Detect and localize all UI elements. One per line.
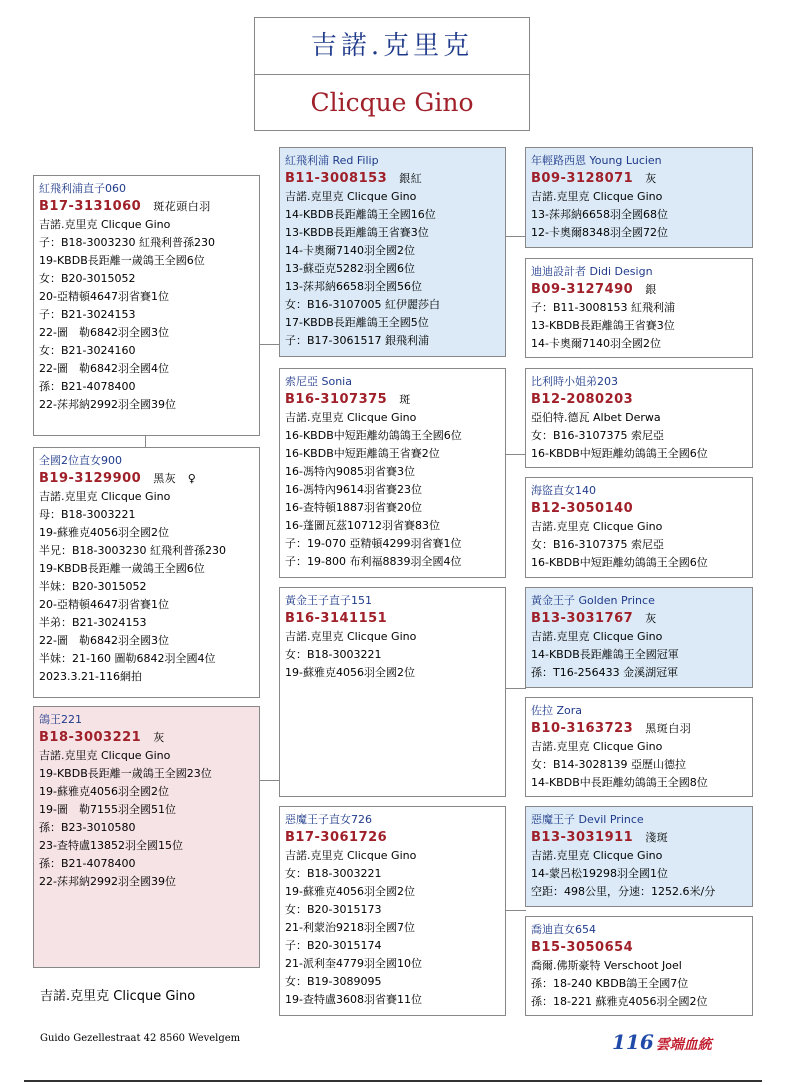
card-line: 孫：T16-256433 金溪湖冠軍 [531, 666, 679, 679]
title-english: Clicque Gino [310, 88, 474, 117]
subject-dd-connector [259, 780, 280, 781]
card-header: 全國2位直女900 [39, 454, 122, 467]
card-line: 22-莯邦納2992羽全國39位 [39, 875, 176, 888]
card-line: 17-KBDB長距離鴿王全國5位 [285, 316, 429, 329]
card-line: 吉諾.克里克 Clicque Gino [531, 849, 663, 862]
card-line: 19-蘇雅克4056羽全國2位 [285, 885, 415, 898]
card-line: 孫：18-221 蘇雅克4056羽全國2位 [531, 995, 708, 1008]
card-line: 女：B16-3107375 索尼亞 [531, 538, 664, 551]
card-line: 吉諾.克里克 Clicque Gino [39, 218, 171, 231]
pedigree-card-sdd [525, 477, 753, 578]
card-line: 女：B20-3015173 [285, 903, 382, 916]
feather-color: 黑灰 ♀ [153, 472, 197, 485]
pedigree-card-sds [525, 368, 753, 468]
card-line: 20-亞精頓4647羽省賽1位 [39, 290, 169, 303]
card-line: 21-派利奎4779羽全國10位 [285, 957, 422, 970]
card-line: 子：B20-3015174 [285, 939, 382, 952]
card-line: 子：B17-3061517 銀飛利浦 [285, 334, 429, 347]
ring-number: B17-3061726 [285, 830, 388, 845]
card-line: 16-KBDB中短距離鴿王省賽2位 [285, 447, 440, 460]
ds-dsd-connector [505, 688, 526, 689]
sire-ss-connector [259, 344, 280, 345]
ring-number: B12-2080203 [531, 392, 634, 407]
ss-sss-connector [505, 236, 526, 237]
card-line: 19-KBDB長距離一歲鴿王全國23位 [39, 767, 212, 780]
card-line: 吉諾.克里克 Clicque Gino [531, 520, 663, 533]
card-line: 22-圖 勒6842羽全國3位 [39, 326, 169, 339]
owner-address: Guido Gezellestraat 42 8560 Wevelgem [40, 1033, 241, 1044]
card-line: 吉諾.克里克 Clicque Gino [285, 849, 417, 862]
ring-number: B17-3131060 [39, 199, 142, 214]
card-line: 13-KBDB長距離鴿王省賽3位 [531, 319, 675, 332]
feather-color: 灰 [645, 172, 657, 185]
card-line: 女：B20-3015052 [39, 272, 136, 285]
card-line: 子：19-800 布利福8839羽全國4位 [285, 555, 462, 568]
card-line: 19-蘇雅克4056羽全國2位 [285, 666, 415, 679]
card-header: 鴿王221 [39, 713, 82, 726]
pedigree-card-ddd [525, 916, 753, 1016]
dd-ddd-connector [505, 910, 526, 911]
pedigree-card-dds [525, 806, 753, 907]
card-line: 19-KBDB長距離一歲鴿王全國6位 [39, 562, 205, 575]
card-line: 13-莯邦納6658羽全國56位 [285, 280, 422, 293]
card-line: 19-KBDB長距離一歲鴿王全國6位 [39, 254, 205, 267]
card-header: 索尼亞 Sonia [285, 375, 352, 388]
card-line: 女：B16-3107375 索尼亞 [531, 429, 664, 442]
logo-number: 116 [612, 1030, 654, 1054]
card-line: 喬爾.佛斯豪特 Verschoot Joel [531, 959, 682, 972]
ring-number: B16-3141151 [285, 611, 388, 626]
sd-sds-connector [505, 454, 526, 455]
card-line: 女：B18-3003221 [285, 867, 382, 880]
card-line: 13-蘇亞克5282羽全國6位 [285, 262, 415, 275]
card-line: 吉諾.克里克 Clicque Gino [39, 749, 171, 762]
feather-color: 銀紅 [399, 172, 423, 185]
bottom-divider [24, 1080, 762, 1082]
card-line: 女：B16-3107005 紅伊麗莎白 [285, 298, 440, 311]
card-line: 22-圖 勒6842羽全國4位 [39, 362, 169, 375]
card-line: 16-馮特內9085羽省賽3位 [285, 465, 415, 478]
card-line: 吉諾.克里克 Clicque Gino [285, 411, 417, 424]
card-line: 子：B21-3024153 [39, 308, 136, 321]
card-line: 女：B14-3028139 亞歷山德拉 [531, 758, 686, 771]
card-header: 黃金王子 Golden Prince [531, 594, 655, 607]
card-line: 吉諾.克里克 Clicque Gino [285, 190, 417, 203]
card-line: 吉諾.克里克 Clicque Gino [285, 630, 417, 643]
card-line: 16-蓬圖瓦茲10712羽省賽83位 [285, 519, 440, 532]
card-line: 女：B19-3089095 [285, 975, 382, 988]
card-line: 16-馮特內9614羽省賽23位 [285, 483, 422, 496]
card-line: 半兄：B18-3003230 紅飛利普孫230 [39, 544, 226, 557]
feather-color: 黑斑白羽 [645, 722, 692, 735]
feather-color: 灰 [645, 612, 657, 625]
card-line: 14-KBDB中長距離幼鴿鴿王全國8位 [531, 776, 708, 789]
card-header: 佐拉 Zora [531, 704, 583, 717]
card-header: 紅飛利浦直子060 [39, 182, 126, 195]
card-line: 19-蘇雅克4056羽全國2位 [39, 785, 169, 798]
ring-number: B13-3031911 [531, 830, 634, 845]
card-header: 惡魔王子 Devil Prince [531, 813, 644, 826]
ring-number: B12-3050140 [531, 501, 634, 516]
card-header: 黃金王子直子151 [285, 594, 372, 607]
card-line: 14-蒙呂松19298羽全國1位 [531, 867, 668, 880]
brand-logo [612, 1030, 712, 1054]
card-line: 亞伯特.德瓦 Albet Derwa [531, 411, 661, 424]
card-line: 12-卡奧爾8348羽全國72位 [531, 226, 668, 239]
card-header: 惡魔王子直女726 [285, 813, 372, 826]
feather-color: 斑花頭白羽 [153, 200, 211, 213]
card-line: 孫：B23-3010580 [39, 821, 136, 834]
ring-number: B18-3003221 [39, 730, 142, 745]
card-line: 吉諾.克里克 Clicque Gino [531, 190, 663, 203]
owner-name: 吉諾.克里克 Clicque Gino [40, 989, 196, 1004]
card-line: 13-莯邦納6658羽全國68位 [531, 208, 668, 221]
card-line: 14-卡奧爾7140羽全國2位 [531, 337, 661, 350]
feather-color: 銀 [645, 283, 657, 296]
ring-number: B09-3127490 [531, 282, 634, 297]
sire-dam-connector [145, 435, 146, 447]
card-line: 16-KBDB中短距離幼鴿鴿王全國6位 [285, 429, 462, 442]
card-header: 紅飛利浦 Red Filip [285, 154, 379, 167]
card-line: 14-KBDB長距離鴿王全國冠軍 [531, 648, 679, 661]
card-line: 20-亞精頓4647羽省賽1位 [39, 598, 169, 611]
pedigree-card-dam-dam [279, 806, 506, 1016]
pedigree-title-box [254, 17, 530, 131]
pedigree-card-dam-sire [279, 587, 506, 797]
card-line: 2023.3.21-116網拍 [39, 670, 142, 683]
card-line: 吉諾.克里克 Clicque Gino [531, 630, 663, 643]
card-line: 23-查特盧13852羽全國15位 [39, 839, 183, 852]
feather-color: 灰 [153, 731, 165, 744]
card-header: 年輕路西恩 Young Lucien [531, 154, 662, 167]
title-chinese: 吉諾.克里克 [255, 18, 529, 75]
pedigree-card-dam [33, 447, 260, 698]
card-line: 吉諾.克里克 Clicque Gino [531, 740, 663, 753]
pedigree-card-sire-sire [279, 147, 506, 357]
pedigree-card-sire [33, 175, 260, 436]
card-line: 14-KBDB長距離鴿王全國16位 [285, 208, 436, 221]
card-line: 22-莯邦納2992羽全國39位 [39, 398, 176, 411]
pedigree-card-dsd [525, 697, 753, 797]
card-line: 孫：B21-4078400 [39, 857, 136, 870]
ring-number: B16-3107375 [285, 392, 388, 407]
card-line: 吉諾.克里克 Clicque Gino [39, 490, 171, 503]
card-line: 19-圖 勒7155羽全國51位 [39, 803, 176, 816]
card-line: 16-KBDB中短距離幼鴿鴿王全國6位 [531, 447, 708, 460]
logo-text: 雲端血統 [655, 1037, 712, 1053]
card-line: 女：B21-3024160 [39, 344, 136, 357]
feather-color: 淺斑 [645, 831, 669, 844]
card-header: 比利時小姐弟203 [531, 375, 618, 388]
card-line: 22-圖 勒6842羽全國3位 [39, 634, 169, 647]
card-line: 19-查特盧3608羽省賽11位 [285, 993, 422, 1006]
card-line: 孫：B21-4078400 [39, 380, 136, 393]
pedigree-card-ssd [525, 258, 753, 358]
card-line: 母：B18-3003221 [39, 508, 136, 521]
card-line: 21-利蒙治9218羽全國7位 [285, 921, 415, 934]
card-line: 孫：18-240 KBDB鴿王全國7位 [531, 977, 689, 990]
pedigree-card-subject [33, 706, 260, 968]
card-line: 13-KBDB長距離鴿王省賽3位 [285, 226, 429, 239]
ring-number: B19-3129900 [39, 471, 142, 486]
card-line: 子：B18-3003230 紅飛利普孫230 [39, 236, 215, 249]
pedigree-card-sss [525, 147, 753, 248]
pedigree-card-dss [525, 587, 753, 688]
ring-number: B15-3050654 [531, 940, 634, 955]
card-header: 迪迪設計者 Didi Design [531, 265, 653, 278]
card-line: 14-卡奧爾7140羽全國2位 [285, 244, 415, 257]
ring-number: B10-3163723 [531, 721, 634, 736]
card-line: 子：B11-3008153 紅飛利浦 [531, 301, 675, 314]
card-header: 海盜直女140 [531, 484, 596, 497]
card-line: 16-查特頓1887羽省賽20位 [285, 501, 422, 514]
card-line: 女：B18-3003221 [285, 648, 382, 661]
card-line: 16-KBDB中短距離幼鴿鴿王全國6位 [531, 556, 708, 569]
ring-number: B11-3008153 [285, 171, 388, 186]
ring-number: B09-3128071 [531, 171, 634, 186]
feather-color: 斑 [399, 393, 411, 406]
pedigree-card-sire-dam [279, 368, 506, 578]
card-line: 19-蘇雅克4056羽全國2位 [39, 526, 169, 539]
card-line: 子：19-070 亞精頓4299羽省賽1位 [285, 537, 462, 550]
card-line: 半妹：21-160 圖勒6842羽全國4位 [39, 652, 216, 665]
card-header: 喬迪直女654 [531, 923, 596, 936]
card-line: 半妹：B20-3015052 [39, 580, 147, 593]
card-line: 空距：498公里，分速：1252.6米/分 [531, 885, 716, 898]
ring-number: B13-3031767 [531, 611, 634, 626]
card-line: 半弟：B21-3024153 [39, 616, 147, 629]
